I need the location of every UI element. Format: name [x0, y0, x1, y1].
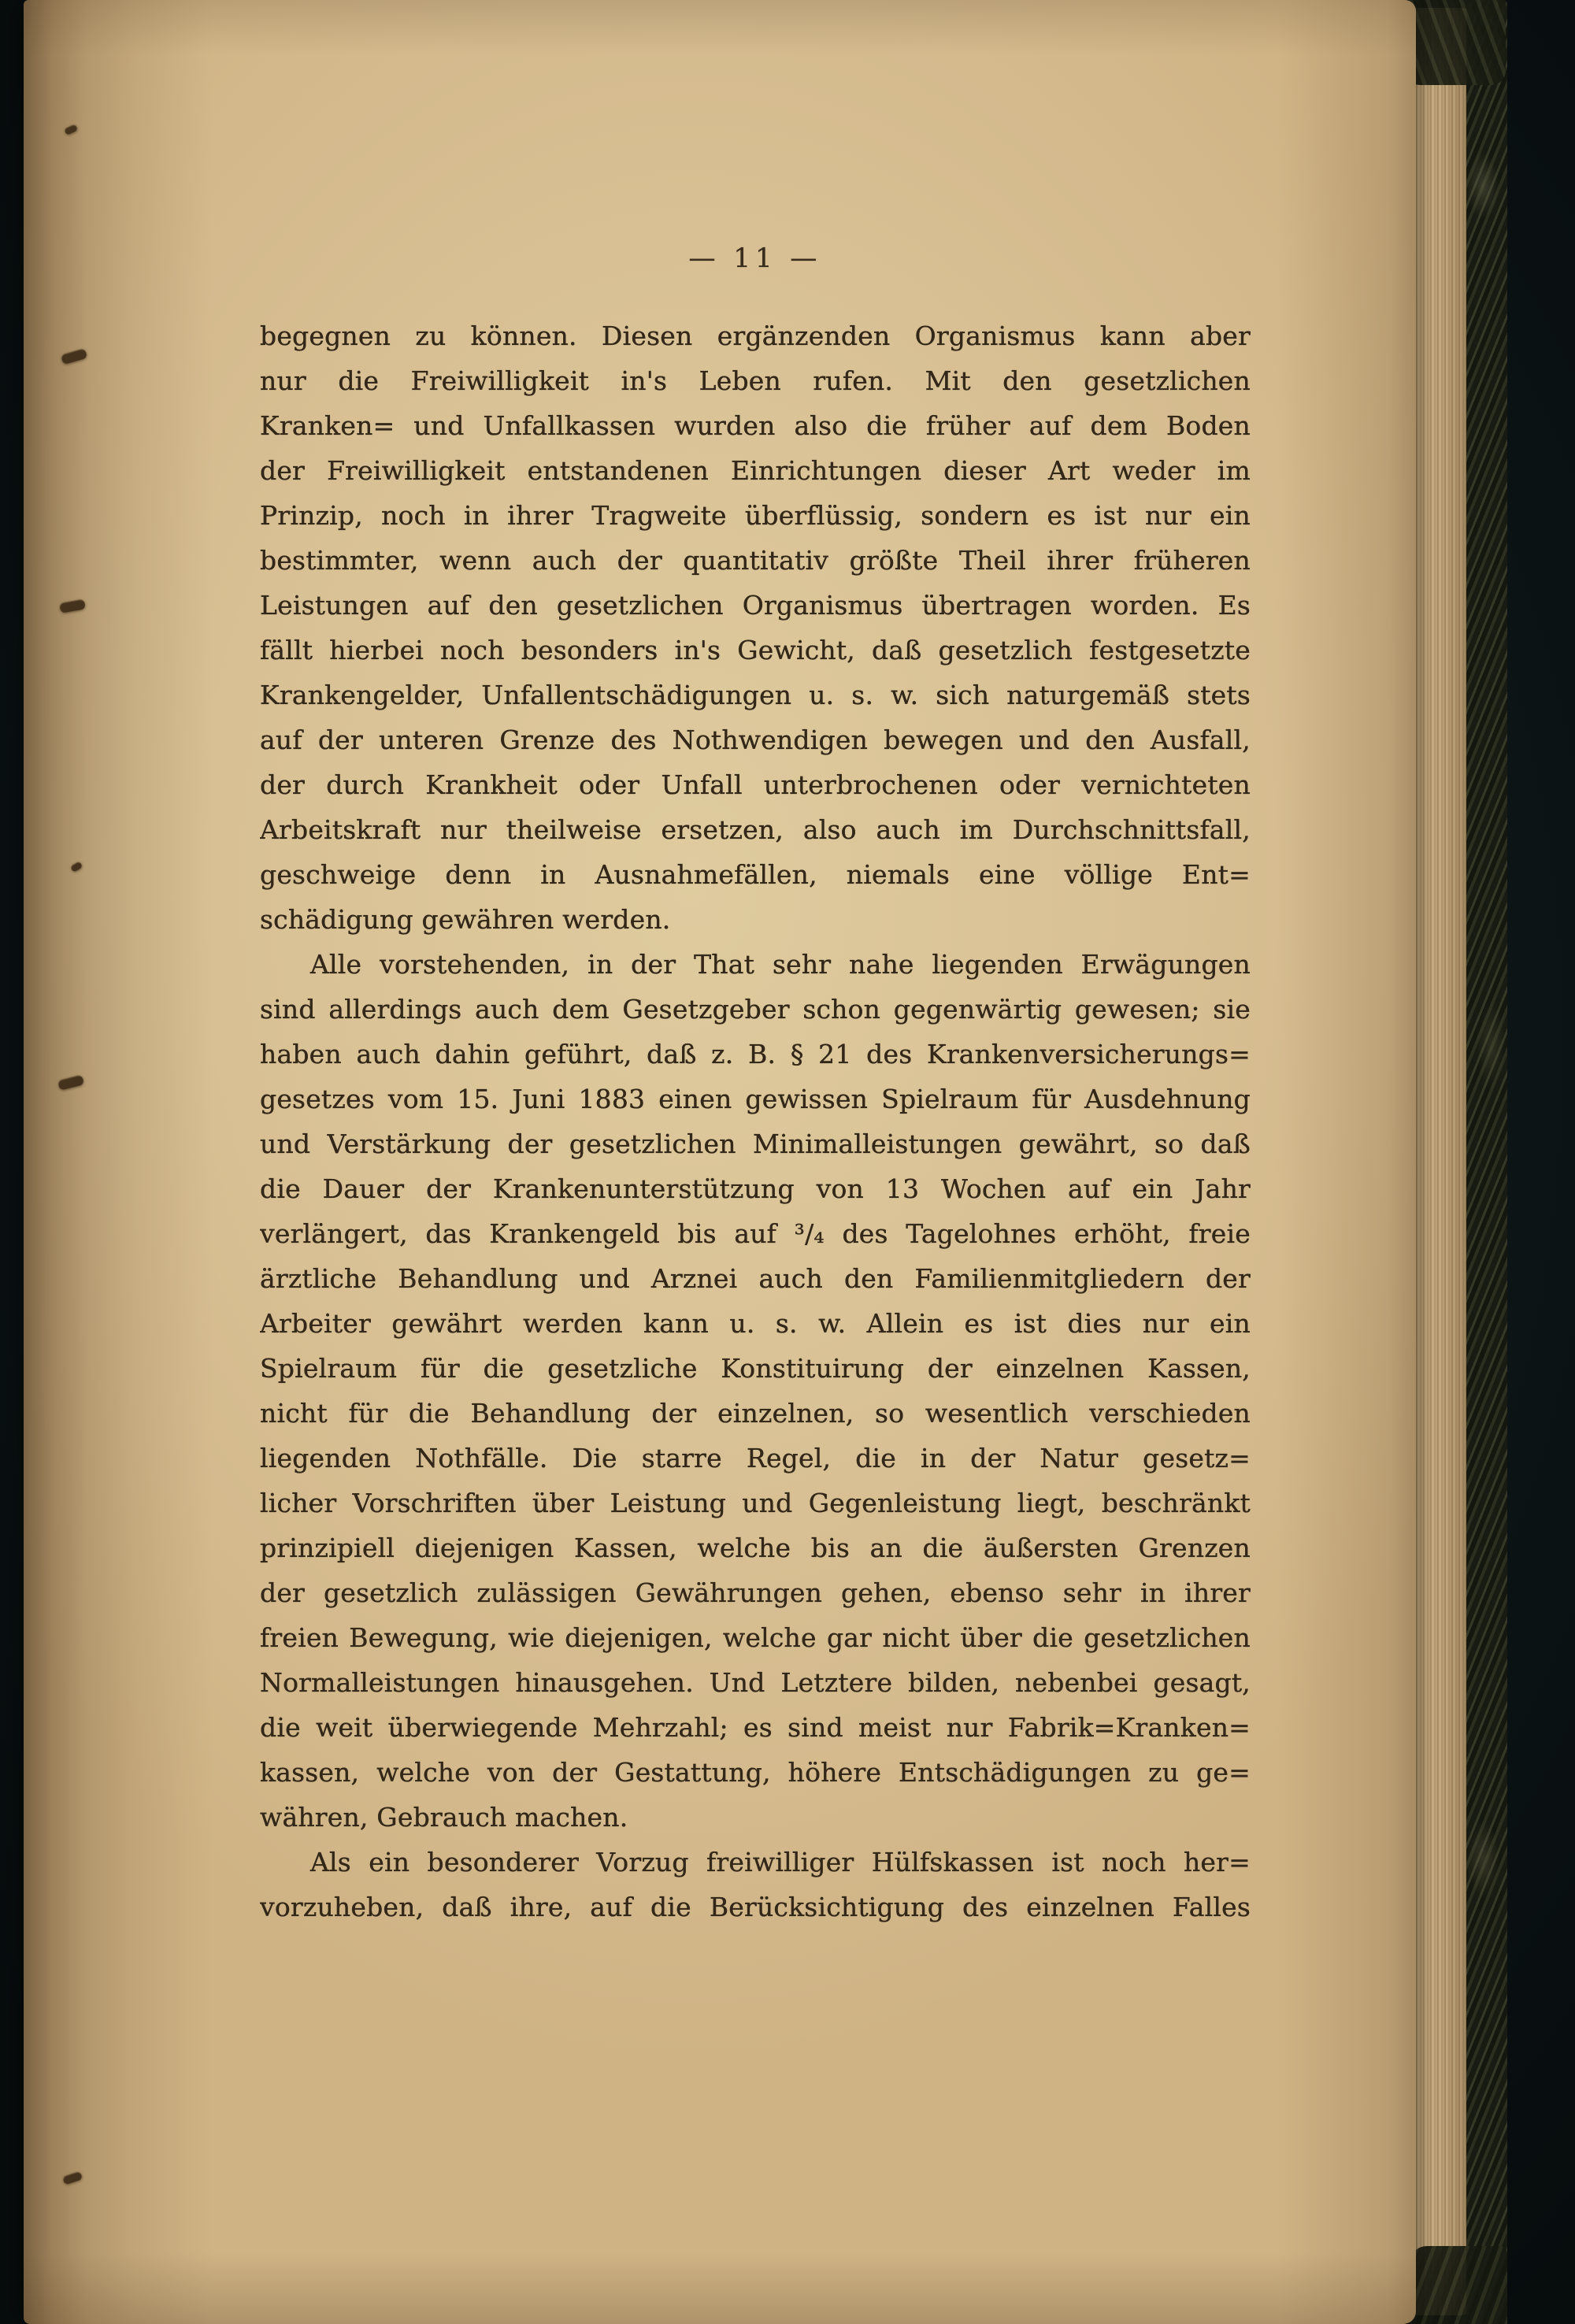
text-line: nur die Freiwilligkeit in's Leben rufen. Mit den gesetzlichen — [260, 365, 1251, 396]
text-line: licher Vorschriften über Leistung und Gegenleistung liegt, beschränkt — [260, 1488, 1251, 1518]
text-line: die Dauer der Krankenunterstützung von 13 Wochen auf ein Jahr — [260, 1173, 1251, 1204]
text-line: liegenden Nothfälle. Die starre Regel, die in der Natur gesetz= — [260, 1443, 1251, 1473]
text-line: Arbeiter gewährt werden kann u. s. w. Allein es ist dies nur ein — [260, 1308, 1251, 1339]
text-line: gesetzes vom 15. Juni 1883 einen gewissen Spielraum für Ausdehnung — [260, 1084, 1251, 1114]
page-fore-edges — [1414, 8, 1469, 2315]
book-page — [24, 0, 1416, 2324]
binding-stitch — [62, 2171, 83, 2185]
text-line: Spielraum für die gesetzliche Konstituirung der einzelnen Kassen, — [260, 1353, 1251, 1384]
text-line: Arbeitskraft nur theilweise ersetzen, also auch im Durchschnittsfall, — [260, 814, 1251, 845]
print-area — [260, 0, 1251, 2324]
text-line: Kranken= und Unfallkassen wurden also die früher auf dem Boden — [260, 410, 1251, 441]
page-number: — 11 — — [688, 243, 822, 274]
text-line: nicht für die Behandlung der einzelnen, so wesentlich verschieden — [260, 1398, 1251, 1429]
marbled-cover-edge — [1466, 0, 1507, 2324]
text-line: und Verstärkung der gesetzlichen Minimalleistungen gewährt, so daß — [260, 1129, 1251, 1159]
text-line: vorzuheben, daß ihre, auf die Berücksichtigung des einzelnen Falles — [260, 1892, 1251, 1922]
text-line: begegnen zu können. Diesen ergänzenden Organismus kann aber — [260, 321, 1251, 351]
text-line: ärztliche Behandlung und Arznei auch den Familienmitgliedern der — [260, 1263, 1251, 1294]
text-line: auf der unteren Grenze des Nothwendigen bewegen und den Ausfall, — [260, 725, 1251, 755]
text-line: fällt hierbei noch besonders in's Gewicht, daß gesetzlich festgesetzte — [260, 635, 1251, 665]
text-line: schädigung gewähren werden. — [260, 904, 671, 935]
text-line: währen, Gebrauch machen. — [260, 1802, 628, 1833]
text-line: Leistungen auf den gesetzlichen Organismus übertragen worden. Es — [260, 590, 1251, 621]
marbled-cover-corner-bottom — [1410, 2246, 1507, 2324]
binding-stitch — [59, 599, 86, 613]
text-line: sind allerdings auch dem Gesetzgeber schon gegenwärtig gewesen; sie — [260, 994, 1251, 1025]
text-line: prinzipiell diejenigen Kassen, welche bis an die äußersten Grenzen — [260, 1533, 1251, 1563]
text-line: bestimmter, wenn auch der quantitativ größte Theil ihrer früheren — [260, 545, 1251, 576]
binding-stitch — [64, 124, 78, 135]
text-line: Alle vorstehenden, in der That sehr nahe liegenden Erwägungen — [310, 949, 1251, 980]
text-line: die weit überwiegende Mehrzahl; es sind meist nur Fabrik=Kranken= — [260, 1712, 1251, 1743]
binding-stitch — [61, 348, 87, 365]
text-line: der durch Krankheit oder Unfall unterbrochenen oder vernichteten — [260, 769, 1251, 800]
text-line: freien Bewegung, wie diejenigen, welche gar nicht über die gesetzlichen — [260, 1622, 1251, 1653]
text-block — [260, 313, 1251, 1929]
binding-stitch — [70, 861, 83, 873]
paragraph — [260, 313, 1251, 942]
binding-stitch — [57, 1074, 84, 1090]
text-line: haben auch dahin geführt, daß z. B. § 21 des Krankenversicherungs= — [260, 1039, 1251, 1069]
text-line: verlängert, das Krankengeld bis auf ³/₄ des Tagelohnes erhöht, freie — [260, 1218, 1251, 1249]
text-line: Als ein besonderer Vorzug freiwilliger Hülfskassen ist noch her= — [310, 1847, 1251, 1877]
text-line: der gesetzlich zulässigen Gewährungen gehen, ebenso sehr in ihrer — [260, 1577, 1251, 1608]
paragraph — [260, 942, 1251, 1840]
text-line: kassen, welche von der Gestattung, höhere Entschädigungen zu ge= — [260, 1757, 1251, 1788]
marbled-cover-corner-top — [1400, 0, 1506, 85]
text-line: Normalleistungen hinausgehen. Und Letztere bilden, nebenbei gesagt, — [260, 1667, 1251, 1698]
paragraph — [260, 1840, 1251, 1929]
text-line: Krankengelder, Unfallentschädigungen u. s. w. sich naturgemäß stets — [260, 680, 1251, 710]
text-line: Prinzip, noch in ihrer Tragweite überflüssig, sondern es ist nur ein — [260, 500, 1251, 531]
text-line: geschweige denn in Ausnahmefällen, niemals eine völlige Ent= — [260, 859, 1251, 890]
text-line: der Freiwilligkeit entstandenen Einrichtungen dieser Art weder im — [260, 455, 1251, 486]
